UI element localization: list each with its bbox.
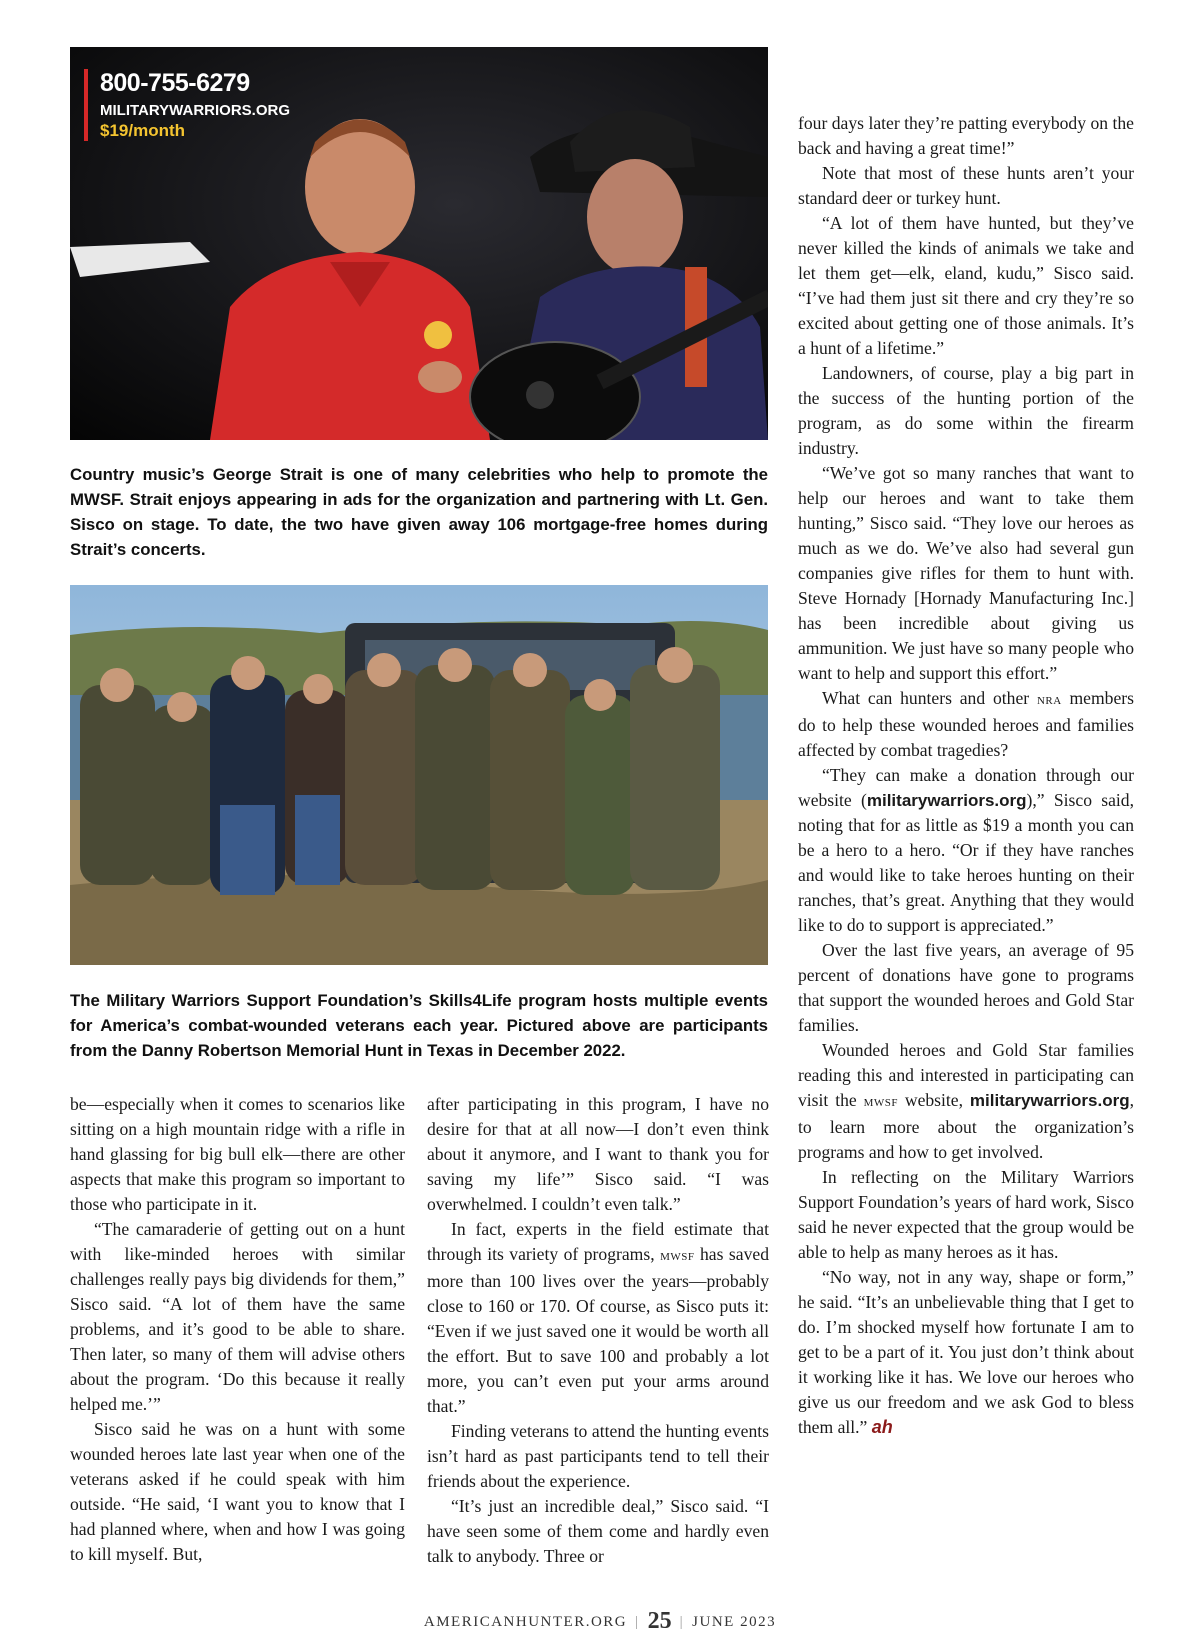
- mwsf-abbrev: mwsf: [660, 1248, 695, 1264]
- website-link[interactable]: militarywarriors.org: [866, 791, 1027, 810]
- paragraph: Note that most of these hunts aren’t your standard deer or turkey hunt.: [798, 163, 1134, 208]
- nra-abbrev: nra: [1036, 692, 1062, 708]
- paragraph: “We’ve got so many ranches that want to help our heroes and want to take them hunting,” Sisco said. “They love our heroes as much as we do. We’ve also had several gun companies give rifles for them to hunt with. Steve Hornady [Hornady Manufacturing Inc.] has been incredible about giving us ammunition. We just have so many people who want to help and support this effort.”: [798, 463, 1134, 683]
- footer-issue: JUNE 2023: [692, 1614, 777, 1630]
- article-column-3: [798, 111, 1134, 1440]
- footer-separator: |: [635, 1614, 640, 1630]
- paragraph: [798, 763, 1134, 938]
- photo-hunt-group: [70, 585, 768, 965]
- paragraph: be—especially when it comes to scenarios like sitting on a high mountain ridge with a rifle in hand glassing for big bull elk—there are other aspects that make this program so important to those who participate in it.: [70, 1094, 405, 1214]
- text-run: members do to help these wounded heroes and families affected by combat tragedies?: [798, 688, 1134, 760]
- article-column-1: [70, 1092, 405, 1567]
- photo-george-strait: [70, 47, 768, 440]
- mwsf-abbrev: mwsf: [863, 1094, 898, 1110]
- paragraph: “The camaraderie of getting out on a hunt with like-minded heroes with similar challenges really pays big dividends for them,” Sisco said. “A lot of them have the same problems, and it’s good to be able to share. Then later, so many of them will advise others about the program. ‘Do this because it really helped me.’”: [70, 1219, 405, 1414]
- paragraph: four days later they’re patting everybody on the back and having a great time!”: [798, 113, 1134, 158]
- article-column-2: [427, 1092, 769, 1569]
- paragraph: “A lot of them have hunted, but they’ve never killed the kinds of animals we take and let them get—elk, eland, kudu,” Sisco said. “I’ve had them just sit there and cry they’re so excited about getting one of those animals. It’s a hunt of a lifetime.”: [798, 213, 1134, 358]
- text-run: In fact, experts in the field estimate that through its variety of programs,: [427, 1219, 769, 1264]
- text-run: What can hunters and other: [822, 688, 1030, 708]
- paragraph: Finding veterans to attend the hunting events isn’t hard as past participants tend to tell their friends about the experience.: [427, 1421, 769, 1491]
- paragraph: Landowners, of course, play a big part in the success of the hunting portion of the program, as do some within the firearm industry.: [798, 363, 1134, 458]
- paragraph: [427, 1217, 769, 1419]
- paragraph: [798, 1038, 1134, 1165]
- ad-website: MILITARYWARRIORS.ORG: [100, 102, 290, 119]
- text-run: “No way, not in any way, shape or form,” he said. “It’s an unbelievable thing that I get to do. I’m shocked myself how fortunate I am to get to be a part of it. You just don’t think about it working like it has. We love our heroes who give us our freedom and we ask God to bless them all.”: [798, 1267, 1134, 1437]
- website-link[interactable]: militarywarriors.org: [969, 1091, 1130, 1110]
- end-mark-logo: ah: [871, 1417, 893, 1437]
- page-footer: [0, 1608, 1200, 1635]
- text-run: Wounded heroes and Gold Star families reading this and interested in participating can visit the: [798, 1040, 1134, 1110]
- text-run: “They can make a donation through our website (: [798, 765, 1134, 810]
- footer-site: AMERICANHUNTER.ORG: [423, 1614, 628, 1630]
- paragraph: [798, 1265, 1134, 1440]
- ad-phone-number: 800-755-6279: [100, 69, 250, 97]
- text-run: ),” Sisco said, noting that for as little as $19 a month you can be a hero to a hero. “Or if they have ranches and would like to take heroes hunting on their ranches, that’s great. Anything that they would like to do to support is appreciated.”: [798, 790, 1134, 935]
- paragraph: Over the last five years, an average of 95 percent of donations have gone to programs that support the wounded heroes and Gold Star families.: [798, 940, 1134, 1035]
- photo-group-illustration: [70, 585, 768, 965]
- text-run: , to learn more about the organization’s programs and how to get involved.: [798, 1090, 1134, 1162]
- footer-separator: |: [679, 1614, 685, 1630]
- paragraph: “It’s just an incredible deal,” Sisco said. “I have seen some of them come and hardly even talk to anybody. Three or: [427, 1496, 769, 1566]
- paragraph: after participating in this program, I have no desire for that at all now—I don’t even think about it anymore, and I want to thank you for saving my life’” Sisco said. “I was overwhelmed. I couldn’t even talk.”: [427, 1094, 769, 1214]
- caption-skills4life: The Military Warriors Support Foundation’s Skills4Life program hosts multiple events for America’s combat-wounded veterans each year. Pictured above are participants from the Danny Robertson Memorial Hunt in Texas in December 2022.: [70, 991, 768, 1060]
- ad-price: $19/month: [100, 121, 186, 140]
- ad-overlay: [84, 69, 290, 141]
- text-run: has saved more than 100 lives over the years—probably close to 160 or 170. Of course, as Sisco puts it: “Even if we just saved one it would be worth all the effort. But to save 100 and probably a lot more, you can’t even put your arms around that.”: [427, 1244, 769, 1416]
- paragraph: [798, 686, 1134, 763]
- text-run: website,: [904, 1090, 964, 1110]
- page-number: 25: [647, 1608, 672, 1634]
- caption-strait: Country music’s George Strait is one of many celebrities who help to promote the MWSF. Strait enjoys appearing in ads for the organization and partnering with Lt. Gen. Sisco on stage. To date, the two have given away 106 mortgage-free homes during Strait’s concerts.: [70, 465, 768, 559]
- paragraph: In reflecting on the Military Warriors Support Foundation’s years of hard work, Sisco said he never expected that the group would be able to help as many heroes as it has.: [798, 1167, 1134, 1262]
- paragraph: Sisco said he was on a hunt with some wounded heroes late last year when one of the veterans asked if he could speak with him outside. “He said, ‘I want you to know that I had planned where, when and how I was going to kill myself. But,: [70, 1419, 405, 1564]
